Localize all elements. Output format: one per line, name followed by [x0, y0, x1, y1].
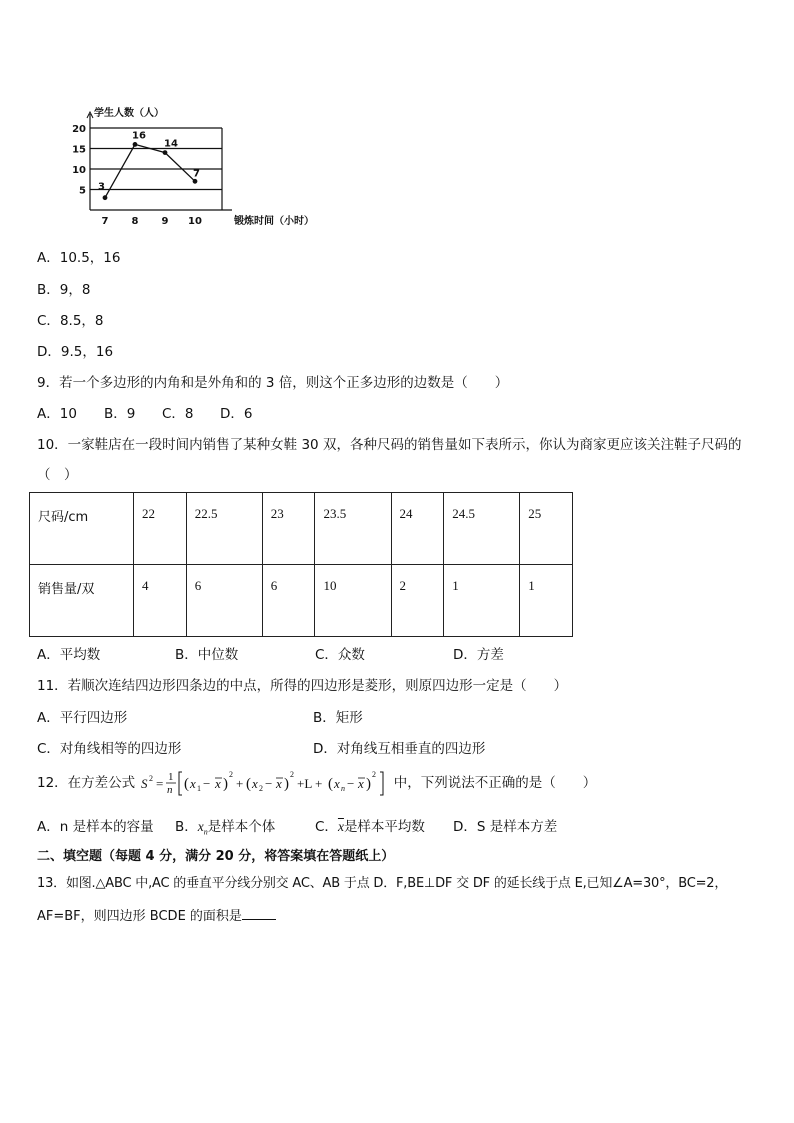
svg-text:x: x: [276, 776, 283, 791]
table-cell: 22.5: [186, 493, 262, 565]
q12-option-d: D．S 是样本方差: [453, 819, 558, 835]
q10-stem-end: （ ）: [37, 467, 78, 483]
x-tick-label: 9: [161, 216, 169, 227]
svg-text:x: x: [190, 776, 197, 791]
table-cell: 6: [262, 565, 315, 637]
option-text: 是样本个体: [207, 819, 276, 835]
q10-stem: 10．一家鞋店在一段时间内销售了某种女鞋 30 双，各种尺码的销售量如下表所示，你认为商家更应该关注鞋子尺码的: [37, 437, 742, 453]
q10-option-b: B．中位数: [175, 647, 239, 663]
q9-option-c: C．8: [162, 406, 194, 422]
q10-option-d: D．方差: [453, 647, 504, 663]
table-cell: 10: [315, 565, 391, 637]
table-cell: 1: [520, 565, 573, 637]
svg-text:−: −: [203, 776, 211, 791]
svg-text:(: (: [246, 776, 252, 792]
q11-stem: 11．若顺次连结四边形四条边的中点，所得的四边形是菱形，则原四边形一定是（ ）: [37, 678, 568, 694]
q11-option-c: C．对角线相等的四边形: [37, 741, 182, 757]
svg-text:x: x: [215, 776, 222, 791]
q8-option-c: [37, 312, 104, 330]
svg-text:−: −: [347, 776, 355, 791]
q10-option-c: C．众数: [315, 647, 365, 663]
q9-stem: 9．若一个多边形的内角和是外角和的 3 倍，则这个正多边形的边数是（ ）: [37, 375, 509, 391]
svg-text:n: n: [341, 784, 346, 793]
data-label: 14: [164, 138, 178, 150]
q11-option-a: A．平行四边形: [37, 710, 128, 726]
option-key: C．: [315, 819, 338, 835]
q12-stem-end: 中，下列说法不正确的是（ ）: [393, 775, 597, 791]
table-header-sales: 销售量/双: [30, 565, 134, 637]
svg-text:2: 2: [229, 770, 234, 779]
svg-text:+L +: +L +: [297, 776, 323, 791]
q13-line2-text: AF=BF，则四边形 BCDE 的面积是: [37, 909, 242, 924]
option-key: A．: [37, 250, 60, 266]
table-cell: 24: [391, 493, 444, 565]
x-tick-label: 8: [131, 216, 139, 227]
table-cell: 2: [391, 565, 444, 637]
q13-line1: 13．如图.△ABC 中,AC 的垂直平分线分别交 AC、AB 于点 D．F,BE⊥DF 交 DF 的延长线于点 E,已知∠A=30°，BC=2，: [37, 876, 728, 891]
svg-text:(: (: [184, 776, 190, 792]
table-header-size: 尺码/cm: [30, 493, 134, 565]
answer-blank[interactable]: [242, 906, 276, 920]
q10-option-a: A．平均数: [37, 647, 101, 663]
x-tick-label: 7: [101, 216, 109, 227]
q9-option-b: B．9: [104, 406, 136, 422]
q12-option-b: [175, 818, 275, 842]
svg-text:=: =: [156, 776, 164, 791]
q11-option-b: B．矩形: [313, 710, 363, 726]
variance-formula: [139, 768, 389, 798]
option-text: 是样本平均数: [343, 819, 425, 835]
svg-text:2: 2: [290, 770, 295, 779]
data-point: [163, 150, 168, 155]
q12-option-c: [315, 818, 425, 836]
y-tick-label: 5: [79, 185, 86, 197]
y-axis-title: 学生人数（人）: [94, 108, 164, 119]
svg-text:): ): [284, 776, 290, 792]
option-text: 9.5，16: [60, 344, 114, 360]
y-tick-label: 15: [72, 144, 86, 156]
svg-text:S: S: [141, 776, 148, 791]
option-key: D．: [37, 344, 61, 360]
q13-line2: [37, 906, 276, 926]
option-key: B．: [37, 282, 60, 298]
option-text: 10.5，16: [59, 250, 121, 266]
data-point: [103, 195, 108, 200]
q9-option-d: D．6: [220, 406, 253, 422]
svg-text:2: 2: [259, 784, 264, 793]
svg-text:1: 1: [168, 771, 174, 783]
shoe-size-table: [29, 492, 573, 637]
table-row: [30, 493, 573, 565]
x-tick-label: 10: [188, 216, 202, 227]
q9-option-a: A．10: [37, 406, 77, 422]
q12-stem-start: 12．在方差公式: [37, 775, 136, 791]
q8-option-b: [37, 281, 90, 299]
data-label: 7: [193, 168, 200, 180]
table-cell: 4: [134, 565, 187, 637]
svg-text:(: (: [328, 776, 334, 792]
y-tick-label: 10: [72, 165, 86, 176]
svg-text:x: x: [358, 776, 365, 791]
line-chart: [62, 104, 342, 229]
q12-stem: [37, 768, 596, 798]
x-bar-symbol: $\overline{x}$: [337, 819, 344, 834]
data-label: 3: [98, 181, 105, 193]
option-text: 8.5，8: [59, 313, 104, 329]
q8-option-a: [37, 249, 121, 267]
table-cell: 22: [134, 493, 187, 565]
svg-text:1: 1: [197, 784, 202, 793]
table-cell: 24.5: [444, 493, 520, 565]
option-text: 9，8: [59, 282, 91, 298]
data-point: [193, 179, 198, 184]
svg-text:n: n: [167, 784, 173, 796]
table-row: [30, 565, 573, 637]
svg-text:−: −: [265, 776, 273, 791]
option-key: C．: [37, 313, 60, 329]
svg-text:2: 2: [149, 774, 154, 783]
q11-option-d: D．对角线互相垂直的四边形: [313, 741, 486, 757]
data-point: [133, 142, 138, 147]
table-cell: 23.5: [315, 493, 391, 565]
table-cell: 23: [262, 493, 315, 565]
data-label: 16: [132, 130, 146, 142]
svg-text:+: +: [236, 776, 244, 791]
svg-text:2: 2: [372, 770, 377, 779]
table-cell: 1: [444, 565, 520, 637]
table-cell: 6: [186, 565, 262, 637]
svg-text:): ): [366, 776, 372, 792]
option-key: B．: [175, 819, 198, 835]
svg-text:x: x: [252, 776, 259, 791]
x-axis-title: 锻炼时间（小时）: [234, 216, 314, 227]
svg-text:): ): [223, 776, 229, 792]
q12-option-a: A．n 是样本的容量: [37, 819, 154, 835]
q8-option-d: [37, 343, 113, 361]
y-tick-label: 20: [72, 124, 86, 135]
section-heading: 二、填空题（每题 4 分，满分 20 分，将答案填在答题纸上）: [37, 849, 395, 864]
x-n-symbol: $x_n$: [197, 819, 208, 837]
svg-text:x: x: [334, 776, 341, 791]
table-cell: 25: [520, 493, 573, 565]
